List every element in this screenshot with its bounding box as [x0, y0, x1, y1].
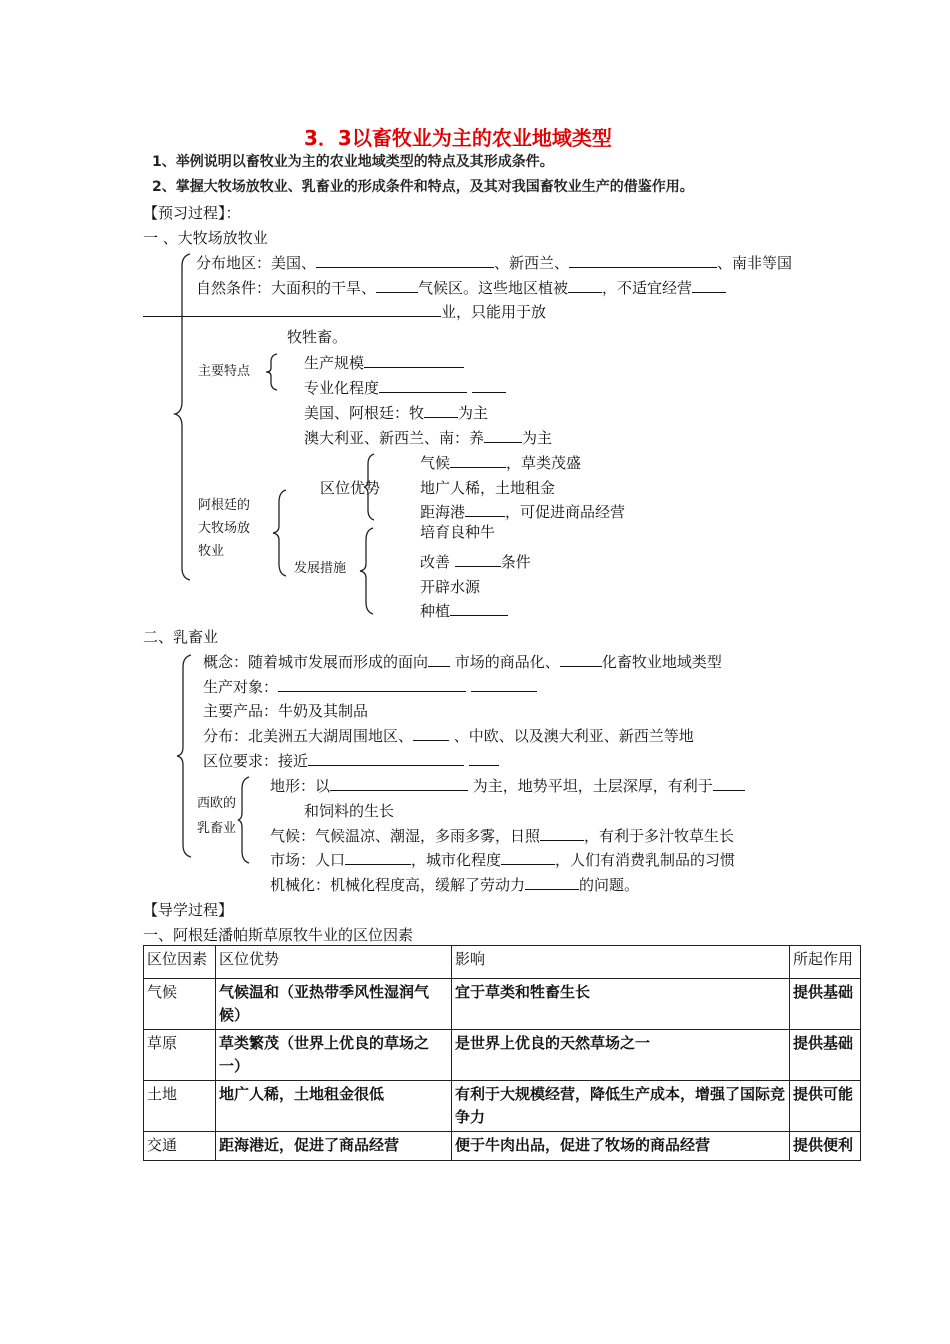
plant-line: 种植	[420, 600, 508, 621]
table-cell: 气候	[144, 979, 216, 1030]
section2-outer-brace	[174, 653, 196, 859]
guide-subheading: 一、阿根廷潘帕斯草原牧牛业的区位因素	[143, 926, 414, 944]
climate-line: 气候 ，草类茂盛	[420, 454, 582, 472]
location-factors-table	[143, 945, 861, 1161]
table-cell: 提供基础	[790, 979, 861, 1030]
table-cell: 便于牛肉出品，促进了牧场的商品经营	[452, 1132, 790, 1161]
argentina-brace	[270, 488, 290, 578]
climate2-line: 气候：气候温凉、潮湿，多雨多雾，日照 ，有利于多汁牧草生长	[270, 827, 735, 845]
blank	[540, 825, 584, 841]
mechanization-line: 机械化：机械化程度高，缓解了劳动力 的问题。	[270, 876, 640, 894]
guide-heading: 【导学过程】	[143, 901, 234, 919]
western-europe-label-1: 西欧的	[197, 796, 237, 811]
scale-line: 生产规模	[304, 352, 464, 373]
breed-line: 培育良种牛	[420, 523, 496, 541]
argentina-label-2: 大牧场放	[198, 521, 251, 536]
table-row	[144, 1132, 861, 1161]
blank	[568, 277, 602, 293]
table-row	[144, 1030, 861, 1081]
natural-conditions-line: 自然条件：大面积的干旱、 气候区。这些地区植被 ，不适宜经营	[196, 277, 726, 298]
table-header-row	[144, 946, 861, 979]
table-cell: 有利于大规模经营，降低生产成本，增强了国际竞争力	[452, 1081, 790, 1132]
product-line: 主要产品：牛奶及其制品	[203, 702, 369, 720]
table-header-cell: 区位因素	[144, 946, 216, 979]
blank	[471, 676, 537, 692]
blank	[413, 725, 449, 741]
port-line: 距海港 ，可促进商品经营	[420, 503, 626, 521]
land-line: 地广人稀，土地租金	[420, 479, 556, 497]
terrain-line: 地形：以 为主，地势平坦，土层深厚，有利于	[270, 775, 745, 796]
australia-line: 澳大利亚、新西兰、南：养 为主	[304, 429, 553, 447]
natural-conditions-line-2: 业，只能用于放	[143, 301, 546, 322]
section1-heading: 一 、大牧场放牧业	[143, 229, 268, 247]
features-label: 主要特点	[198, 364, 251, 379]
blank	[428, 651, 450, 667]
section2-heading: 二、乳畜业	[143, 628, 219, 646]
blank	[364, 352, 464, 368]
blank	[143, 301, 441, 317]
blank	[692, 277, 726, 293]
table-cell: 草类繁茂（世界上优良的草场之一）	[216, 1030, 452, 1081]
blank	[450, 452, 506, 468]
blank	[455, 551, 501, 567]
table-cell: 宜于草类和牲畜生长	[452, 979, 790, 1030]
development-label: 发展措施	[294, 561, 347, 576]
blank	[308, 750, 464, 766]
specialization-line: 专业化程度	[304, 377, 506, 398]
table-row	[144, 1081, 861, 1132]
market-line: 市场：人口 ，城市化程度 ，人们有消费乳制品的习惯	[270, 851, 736, 869]
blank	[569, 252, 717, 268]
blank	[316, 252, 494, 268]
requirement-line: 区位要求：接近	[203, 750, 499, 771]
table-header-cell: 影响	[452, 946, 790, 979]
blank	[330, 775, 468, 791]
blank	[713, 775, 745, 791]
blank	[450, 600, 508, 616]
blank	[472, 377, 506, 393]
features-brace	[264, 352, 280, 392]
blank	[525, 874, 579, 890]
blank	[469, 750, 499, 766]
improve-line: 改善 条件	[420, 553, 531, 571]
blank	[345, 849, 411, 865]
table-cell: 气候温和（亚热带季风性湿润气候）	[216, 979, 452, 1030]
terrain-line-2: 和饲料的生长	[304, 802, 395, 820]
blank	[465, 501, 505, 517]
table-cell: 草原	[144, 1030, 216, 1081]
argentina-label-3: 牧业	[198, 544, 225, 559]
water-line: 开辟水源	[420, 578, 481, 596]
western-europe-label-2: 乳畜业	[197, 821, 237, 836]
blank	[379, 377, 467, 393]
blank	[501, 849, 555, 865]
blank	[424, 402, 458, 418]
table-cell: 是世界上优良的天然草场之一	[452, 1030, 790, 1081]
us-line: 美国、阿根廷：牧 为主	[304, 404, 489, 422]
concept-line: 概念：随着城市发展而形成的面向 市场的商品化、 化畜牧业地域类型	[203, 653, 722, 671]
argentina-label-1: 阿根廷的	[198, 498, 251, 513]
goal-2: 2、掌握大牧场放牧业、乳畜业的形成条件和特点，及其对我国畜牧业生产的借鉴作用。	[152, 179, 694, 195]
development-brace	[358, 526, 376, 616]
preview-heading: 【预习过程】：	[143, 204, 241, 222]
blank	[484, 427, 522, 443]
table-row	[144, 979, 861, 1030]
table-cell: 提供便利	[790, 1132, 861, 1161]
table-cell: 地广人稀，土地租金很低	[216, 1081, 452, 1132]
blank	[560, 651, 602, 667]
table-cell: 距海港近，促进了商品经营	[216, 1132, 452, 1161]
natural-conditions-line-3: 牧牲畜。	[287, 328, 348, 346]
blank	[278, 676, 466, 692]
distribution-line: 分布地区：美国、 、新西兰、 、南非等国	[196, 254, 793, 272]
location-advantage-label: 区位优势	[320, 479, 381, 497]
location-brace	[362, 452, 376, 522]
page-title: 3．3以畜牧业为主的农业地域类型	[304, 126, 612, 150]
table-cell: 土地	[144, 1081, 216, 1132]
object-line: 生产对象：	[203, 676, 537, 697]
western-europe-brace	[236, 775, 252, 865]
table-cell: 提供基础	[790, 1030, 861, 1081]
table-cell: 交通	[144, 1132, 216, 1161]
blank	[376, 277, 418, 293]
distribution2-line: 分布：北美洲五大湖周围地区、 、中欧、以及澳大利亚、新西兰等地	[203, 727, 694, 745]
goal-1: 1、举例说明以畜牧业为主的农业地域类型的特点及其形成条件。	[152, 154, 554, 170]
table-header-cell: 区位优势	[216, 946, 452, 979]
table-header-cell: 所起作用	[790, 946, 861, 979]
table-cell: 提供可能	[790, 1081, 861, 1132]
